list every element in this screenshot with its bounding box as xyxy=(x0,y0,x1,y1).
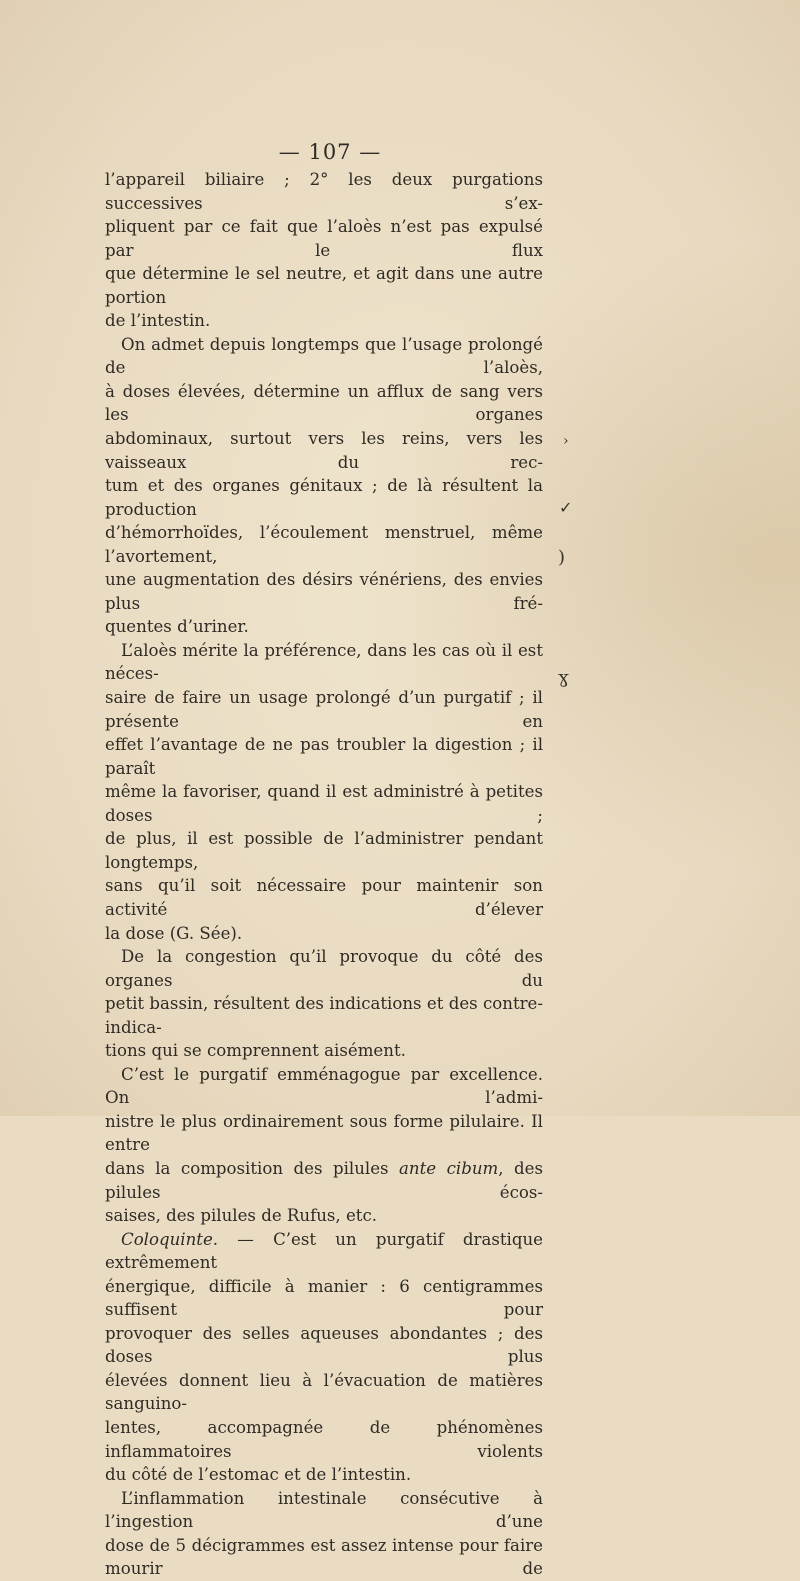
italic-term: Coloquinte. xyxy=(121,1229,219,1249)
text-line: même la favoriser, quand il est administré à petites doses ; xyxy=(105,782,543,825)
margin-mark: ɣ xyxy=(558,667,569,688)
text-line: quentes d’uriner. xyxy=(105,617,249,637)
text-line: la dose (G. Sée). xyxy=(105,923,243,943)
body-text xyxy=(105,168,543,1581)
text-line: tions qui se comprennent aisément. xyxy=(105,1041,406,1061)
text-line: dans la composition des pilules ante cibum, des pilules écos- xyxy=(105,1158,543,1202)
paragraph xyxy=(105,1487,543,1581)
paragraph xyxy=(105,945,543,1063)
text-line: pliquent par ce fait que l’aloès n’est pas expulsé par le flux xyxy=(105,217,543,260)
margin-mark: › xyxy=(563,433,569,449)
paragraph xyxy=(105,168,543,333)
text-line: sans qu’il soit nécessaire pour maintenir son activité d’élever xyxy=(105,876,543,919)
text-line: de plus, il est possible de l’administrer pendant longtemps, xyxy=(105,829,543,872)
margin-mark: ✓ xyxy=(559,498,573,517)
text-line: l’appareil biliaire ; 2° les deux purgations successives s’ex- xyxy=(105,170,543,213)
text-line: une augmentation des désirs vénériens, des envies plus fré- xyxy=(105,570,543,613)
text-line: De la congestion qu’il provoque du côté des organes du xyxy=(105,947,543,990)
text-line: tum et des organes génitaux ; de là résultent la production xyxy=(105,476,543,519)
text-line: à doses élevées, détermine un afflux de sang vers les organes xyxy=(105,381,543,425)
text-line: On admet depuis longtemps que l’usage prolongé de l’aloès, xyxy=(105,334,543,378)
text-line: élevées donnent lieu à l’évacuation de matières sanguino- xyxy=(105,1370,543,1414)
text-line: de l’intestin. xyxy=(105,311,211,331)
text-line: d’hémorrhoïdes, l’écoulement menstruel, même l’avortement, xyxy=(105,523,543,566)
paragraph xyxy=(105,333,543,639)
text-line: effet l’avantage de ne pas troubler la digestion ; il paraît xyxy=(105,735,543,778)
text-line: nistre le plus ordinairement sous forme pilulaire. Il entre xyxy=(105,1111,543,1155)
text-line: L’aloès mérite la préférence, dans les cas où il est néces- xyxy=(105,640,543,684)
text-line: du côté de l’estomac et de l’intestin. xyxy=(105,1465,412,1485)
text-line: C’est le purgatif emménagogue par excellence. On l’admi- xyxy=(105,1064,543,1108)
paragraph xyxy=(105,1228,543,1487)
text-line: abdominaux, surtout vers les reins, vers les vaisseaux du rec- xyxy=(105,429,543,472)
margin-mark: ) xyxy=(558,547,566,568)
text-line: petit bassin, résultent des indications et des contre-indica- xyxy=(105,994,543,1037)
text-line: énergique, difficile à manier : 6 centigrammes suffisent pour xyxy=(105,1276,543,1320)
paragraph xyxy=(105,639,543,945)
text-line: saises, des pilules de Rufus, etc. xyxy=(105,1206,378,1226)
text-line: que détermine le sel neutre, et agit dans une autre portion xyxy=(105,264,543,307)
paragraph xyxy=(105,1063,543,1228)
italic-term: ante cibum xyxy=(399,1158,499,1178)
text-line: dose de 5 décigrammes est assez intense pour faire mourir de xyxy=(105,1535,543,1579)
text-line: saire de faire un usage prolongé d’un purgatif ; il présente en xyxy=(105,688,543,731)
text-line: provoquer des selles aqueuses abondantes ; des doses plus xyxy=(105,1323,543,1367)
text-line: lentes, accompagnée de phénomènes inflammatoires violents xyxy=(105,1417,543,1461)
text-line: L’inflammation intestinale consécutive à l’ingestion d’une xyxy=(105,1488,543,1532)
text-line: Coloquinte. — C’est un purgatif drastique extrêmement xyxy=(105,1229,543,1273)
page-number: — 107 — xyxy=(278,140,382,164)
